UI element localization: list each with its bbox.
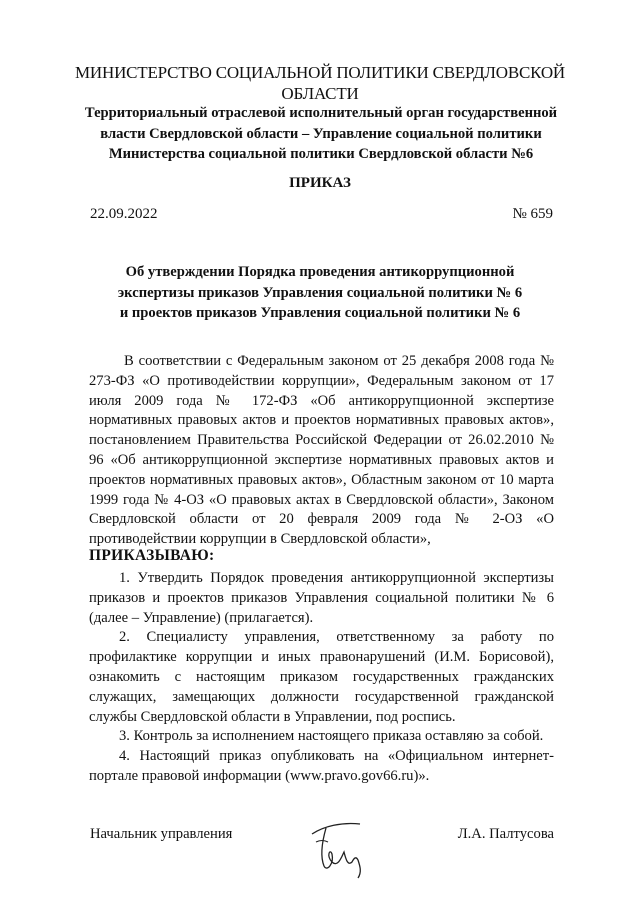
title-line-1: Об утверждении Порядка проведения антикоррупционной [125,264,515,280]
document-date: 22.09.2022 [90,206,158,222]
ministry-line-2: ОБЛАСТИ [281,84,359,103]
org-line-3: Министерства социальной политики Свердловской области №6 [108,146,534,162]
ministry-line-1: МИНИСТЕРСТВО СОЦИАЛЬНОЙ ПОЛИТИКИ СВЕРДЛОВСКОЙ [75,63,565,82]
document-type: ПРИКАЗ [289,175,351,191]
order-item-4: 4. Настоящий приказ опубликовать на «Официальном интернет-портале правовой информации (www.pravo.gov66.ru)». [89,748,554,784]
order-item-1: 1. Утвердить Порядок проведения антикоррупционной экспертизы приказов и проектов приказов Управления социальной политики № 6 (далее – Управление) (прилагается). [89,570,554,626]
signatory-name: Л.А. Палтусова [457,826,554,842]
document-title [70,262,570,324]
document-number: № 659 [512,206,553,222]
title-line-3: и проектов приказов Управления социальной политики № 6 [119,305,521,321]
directive-heading: ПРИКАЗЫВАЮ: [89,547,215,564]
preamble-paragraph: В соответствии с Федеральным законом от 25 декабря 2008 года № 273-ФЗ «О противодействии коррупции», Федеральным законом от 17 июля 2009 года № 172-ФЗ «Об антикоррупционной экспертизе нормативных правовых актов и проектов нормативных правовых актов», постановлением Правительства Российской Федерации от 26.02.2010 № 96 «Об антикоррупционной экспертизе нормативных правовых актов и проектов нормативных правовых актов», Областным законом от 10 марта 1999 года № 4-ОЗ «О правовых актах в Свердловской области», Законом Свердловской области от 20 февраля 2009 года № 2-ОЗ «О противодействии коррупции в Свердловской области», [89,353,554,548]
org-line-2: власти Свердловской области – Управление социальной политики [100,125,542,142]
org-line-1: Территориальный отраслевой исполнительный орган государственной [84,105,558,121]
title-line-2: экспертизы приказов Управления социальной политики № 6 [117,284,523,301]
handwritten-signature [302,812,376,882]
ministry-header [70,62,570,104]
order-items [89,569,554,787]
organization-name [70,103,572,165]
order-item-3: 3. Контроль за исполнением настоящего приказа оставляю за собой. [119,728,544,745]
signatory-position: Начальник управления [90,826,233,842]
order-item-2: 2. Специалисту управления, ответственному за работу по профилактике коррупции и иных правонарушений (И.М. Борисовой), ознакомить с настоящим приказом государственных гражданских служащих, замещающих должности государственной гражданской службы Свердловской области в Управлении, под роспись. [89,629,554,725]
